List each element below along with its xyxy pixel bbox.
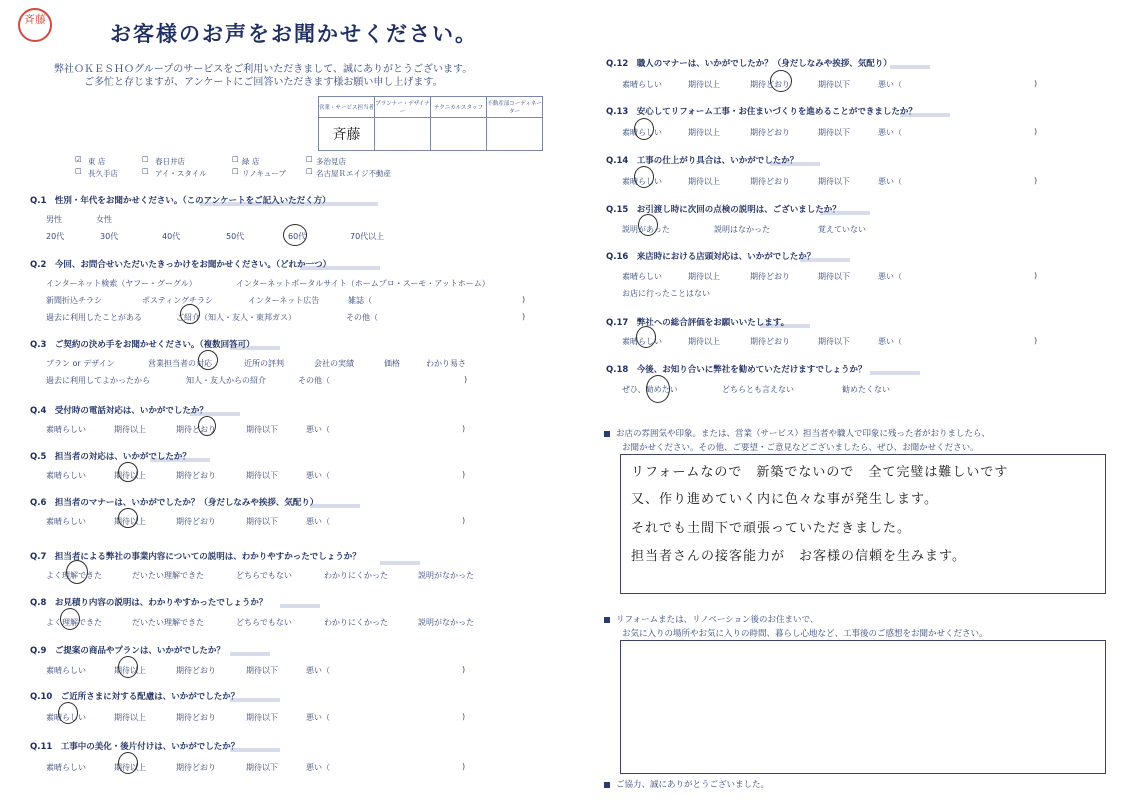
rating-bad[interactable]: 悪い（ bbox=[306, 471, 330, 480]
bullet-square-icon bbox=[604, 782, 610, 788]
question-q17: Q.17 弊社への総合評価をお願いいたします。 bbox=[606, 318, 790, 328]
understand-option[interactable]: わかりにくかった bbox=[324, 571, 388, 580]
page-title: お客様のお声をお聞かせください。 bbox=[110, 22, 478, 46]
question-q7: Q.7 担当者による弊社の事業内容についての説明は、わかりやすかったでしょうか？ bbox=[30, 552, 361, 562]
shop-label: 多治見店 bbox=[316, 157, 346, 166]
option[interactable]: お店に行ったことはない bbox=[622, 289, 710, 298]
comment-prompt-1: お店の雰囲気や印象。または、営業（サービス）担当者や職人で印象に残った者がおりましたら、 bbox=[604, 427, 990, 439]
answer-circle-mark bbox=[638, 214, 658, 236]
rating-above[interactable]: 期待以上 bbox=[688, 272, 720, 281]
option[interactable]: 過去に利用してよかったから bbox=[46, 376, 150, 385]
rating-bad[interactable]: 悪い（ bbox=[306, 517, 330, 526]
question-q3: Q.3 ご契約の決め手をお聞かせください。（複数回答可） bbox=[30, 340, 255, 350]
rating-expected-selected[interactable]: 期待どおり bbox=[750, 80, 790, 89]
rating-below[interactable]: 期待以下 bbox=[246, 471, 278, 480]
understand-option-selected[interactable]: よく理解できた bbox=[46, 618, 102, 627]
handwritten-line: それでも土間下で頑張っていただきました。 bbox=[631, 521, 912, 536]
answer-circle-mark bbox=[770, 70, 792, 92]
close-paren: ) bbox=[522, 295, 526, 304]
question-q10: Q.10 ご近所さまに対する配慮は、いかがでしたか？ bbox=[30, 692, 240, 702]
staff-table bbox=[318, 96, 543, 151]
rating-below[interactable]: 期待以下 bbox=[818, 337, 850, 346]
staff-header-realestate: 不動産部コーディネーター bbox=[487, 97, 543, 118]
rating-above[interactable]: 期待以上 bbox=[114, 713, 146, 722]
rating-excellent[interactable]: 素晴らしい bbox=[622, 272, 662, 281]
answer-circle-mark bbox=[283, 224, 307, 246]
question-q5: Q.5 担当者の対応は、いかがでしたか？ bbox=[30, 452, 191, 462]
shop-label: 長久手店 bbox=[88, 169, 118, 178]
understand-option-selected[interactable]: よく理解できた bbox=[46, 571, 102, 580]
question-q1: Q.1 性別・年代をお聞かせください。（このアンケートをご記入いただく方） bbox=[30, 196, 331, 206]
option[interactable]: インターネット広告 bbox=[248, 296, 320, 305]
rating-excellent[interactable]: 素晴らしい bbox=[622, 80, 662, 89]
answer-circle-mark bbox=[118, 656, 138, 678]
rating-below[interactable]: 期待以下 bbox=[246, 517, 278, 526]
option-selected[interactable]: 営業担当者の対応 bbox=[148, 359, 212, 368]
understand-option[interactable]: 説明がなかった bbox=[418, 618, 474, 627]
answer-circle-mark bbox=[58, 702, 78, 724]
rating-expected-selected[interactable]: 期待どおり bbox=[176, 425, 216, 434]
option-age[interactable]: 20代 bbox=[46, 232, 65, 241]
rating-bad[interactable]: 悪い（ bbox=[878, 337, 902, 346]
rating-expected[interactable]: 期待どおり bbox=[176, 471, 216, 480]
check-box[interactable]: ☐ bbox=[232, 155, 239, 164]
option-age[interactable]: 30代 bbox=[100, 232, 119, 241]
question-q12: Q.12 職人のマナーは、いかがでしたか？（身だしなみや挨拶、気配り） bbox=[606, 59, 892, 69]
intro-line-2: ご多忙と存じますが、アンケートにご回答いただきます様お願い申し上げます。 bbox=[84, 77, 443, 88]
shop-label: アイ・スタイル bbox=[155, 169, 207, 178]
option-male[interactable]: 男性 bbox=[46, 215, 62, 224]
rating-excellent[interactable]: 素晴らしい bbox=[46, 666, 86, 675]
rating-above[interactable]: 期待以上 bbox=[114, 425, 146, 434]
rating-bad[interactable]: 悪い（ bbox=[878, 177, 902, 186]
rating-expected[interactable]: 期待どおり bbox=[176, 763, 216, 772]
option[interactable]: その他（ bbox=[298, 376, 330, 385]
shop-label: 緑 店 bbox=[242, 157, 260, 166]
answer-circle-mark bbox=[180, 304, 200, 324]
option[interactable]: ポスティングチラシ bbox=[142, 296, 214, 305]
option-age[interactable]: 40代 bbox=[162, 232, 181, 241]
option[interactable]: インターネットポータルサイト（ホームプロ・スーモ・アットホーム） bbox=[236, 279, 490, 288]
option[interactable]: 価格 bbox=[384, 359, 400, 368]
rating-bad[interactable]: 悪い（ bbox=[306, 713, 330, 722]
rating-expected[interactable]: 期待どおり bbox=[750, 177, 790, 186]
intro-line-1: 弊社ＯＫＥＳＨＯグループのサービスをご利用いただきまして、誠にありがとうございます。 bbox=[54, 64, 473, 75]
check-box[interactable]: ☐ bbox=[142, 155, 149, 164]
option[interactable]: 勧めたくない bbox=[842, 385, 890, 394]
staff-header-sales: 営業・サービス担当者 bbox=[319, 97, 375, 118]
rating-expected[interactable]: 期待どおり bbox=[176, 666, 216, 675]
rating-below[interactable]: 期待以下 bbox=[246, 713, 278, 722]
rating-excellent-selected[interactable]: 素晴らしい bbox=[46, 713, 86, 722]
rating-excellent[interactable]: 素晴らしい bbox=[46, 517, 86, 526]
rating-bad[interactable]: 悪い（ bbox=[306, 763, 330, 772]
option[interactable]: その他（ bbox=[346, 313, 378, 322]
option-female[interactable]: 女性 bbox=[96, 215, 112, 224]
seal-stamp: 斉藤 bbox=[18, 8, 52, 42]
staff-name-handwritten: 斉藤 bbox=[332, 127, 361, 143]
option[interactable]: わかり易さ bbox=[426, 359, 466, 368]
rating-below[interactable]: 期待以下 bbox=[246, 666, 278, 675]
shop-label: 春日井店 bbox=[155, 157, 185, 166]
check-box-checked[interactable]: ☑ bbox=[75, 155, 82, 164]
rating-above-selected[interactable]: 期待以上 bbox=[114, 763, 146, 772]
staff-header-technical: テクニカルスタッフ bbox=[431, 97, 487, 118]
option-age[interactable]: 50代 bbox=[226, 232, 245, 241]
question-q16: Q.16 来店時における店頭対応は、いかがでしたか？ bbox=[606, 252, 816, 262]
check-box[interactable]: ☐ bbox=[306, 167, 313, 176]
rating-above[interactable]: 期待以上 bbox=[688, 177, 720, 186]
close-paren: ) bbox=[1034, 176, 1038, 185]
understand-option[interactable]: どちらでもない bbox=[236, 618, 292, 627]
rating-bad[interactable]: 悪い（ bbox=[878, 128, 902, 137]
option-age[interactable]: 70代以上 bbox=[350, 232, 385, 241]
check-box[interactable]: ☐ bbox=[75, 167, 82, 176]
option[interactable]: プラン or デザイン bbox=[46, 359, 115, 368]
shop-label: 名古屋Ｒエイジ不動産 bbox=[316, 169, 391, 178]
question-q9: Q.9 ご提案の商品やプランは、いかがでしたか？ bbox=[30, 646, 225, 656]
option[interactable]: どちらとも言えない bbox=[722, 385, 794, 394]
rating-bad[interactable]: 悪い（ bbox=[306, 666, 330, 675]
answer-circle-mark bbox=[636, 326, 656, 348]
rating-below[interactable]: 期待以下 bbox=[818, 272, 850, 281]
question-q4: Q.4 受付時の電話対応は、いかがでしたか？ bbox=[30, 406, 208, 416]
answer-circle-mark bbox=[66, 560, 88, 584]
option[interactable]: 雑誌（ bbox=[348, 296, 372, 305]
understand-option[interactable]: どちらでもない bbox=[236, 571, 292, 580]
option[interactable]: インターネット検索（ヤフー・グーグル） bbox=[46, 279, 197, 288]
handwritten-line: 又、作り進めていく内に色々な事が発生します。 bbox=[631, 492, 938, 507]
close-paren: ) bbox=[462, 516, 466, 525]
rating-excellent[interactable]: 素晴らしい bbox=[46, 471, 86, 480]
option[interactable]: 過去に利用したことがある bbox=[46, 313, 142, 322]
rating-below[interactable]: 期待以下 bbox=[818, 177, 850, 186]
close-paren: ) bbox=[462, 665, 466, 674]
comment-box-2[interactable] bbox=[620, 640, 1106, 774]
close-paren: ) bbox=[1034, 271, 1038, 280]
rating-expected[interactable]: 期待どおり bbox=[750, 272, 790, 281]
comment-prompt-2b: お気に入りの場所やお気に入りの時間、暮らし心地など、工事後のご感想をお聞かせください。 bbox=[622, 629, 988, 639]
close-paren: ) bbox=[462, 712, 466, 721]
close-paren: ) bbox=[464, 375, 468, 384]
handwritten-line: 担当者さんの接客能力が お客様の信頼を生みます。 bbox=[631, 549, 966, 564]
rating-above-selected[interactable]: 期待以上 bbox=[114, 471, 146, 480]
rating-excellent[interactable]: 素晴らしい bbox=[46, 763, 86, 772]
comment-box-1[interactable] bbox=[620, 454, 1106, 594]
shop-label: 東 店 bbox=[88, 157, 106, 166]
close-paren: ) bbox=[1034, 127, 1038, 136]
rating-above[interactable]: 期待以上 bbox=[688, 128, 720, 137]
answer-circle-mark bbox=[118, 508, 138, 528]
understand-option[interactable]: だいたい理解できた bbox=[132, 571, 204, 580]
answer-circle-mark bbox=[118, 462, 138, 482]
question-q8: Q.8 お見積り内容の説明は、わかりやすかったでしょうか？ bbox=[30, 598, 268, 608]
rating-expected[interactable]: 期待どおり bbox=[750, 337, 790, 346]
rating-above-selected[interactable]: 期待以上 bbox=[114, 517, 146, 526]
option-age-selected[interactable]: 60代 bbox=[288, 232, 307, 241]
answer-circle-mark bbox=[198, 350, 218, 370]
rating-expected[interactable]: 期待どおり bbox=[750, 128, 790, 137]
option-selected[interactable]: ご紹介（知人・友人・東邦ガス） bbox=[176, 313, 296, 322]
check-box[interactable]: ☐ bbox=[232, 167, 239, 176]
footer-thanks: ご協力、誠にありがとうございました。 bbox=[604, 778, 769, 790]
rating-below[interactable]: 期待以下 bbox=[818, 80, 850, 89]
question-q18: Q.18 今後、お知り合いに弊社を勧めていただけますでしょうか？ bbox=[606, 365, 867, 375]
check-box[interactable]: ☐ bbox=[142, 167, 149, 176]
option[interactable]: 新聞折込チラシ bbox=[46, 296, 102, 305]
close-paren: ) bbox=[1034, 336, 1038, 345]
question-q13: Q.13 安心してリフォーム工事・お住まいづくりを進めることができましたか？ bbox=[606, 107, 917, 117]
rating-excellent-selected[interactable]: 素晴らしい bbox=[622, 177, 662, 186]
rating-below[interactable]: 期待以下 bbox=[246, 425, 278, 434]
close-paren: ) bbox=[462, 424, 466, 433]
close-paren: ) bbox=[462, 762, 466, 771]
rating-bad[interactable]: 悪い（ bbox=[878, 80, 902, 89]
check-box[interactable]: ☐ bbox=[306, 155, 313, 164]
close-paren: ) bbox=[1034, 79, 1038, 88]
rating-above[interactable]: 期待以上 bbox=[688, 337, 720, 346]
answer-circle-mark bbox=[634, 118, 654, 140]
handwritten-line: リフォームなので 新築でないので 全て完璧は難しいです bbox=[631, 465, 1009, 480]
question-q6: Q.6 担当者のマナーは、いかがでしたか？（身だしなみや挨拶、気配り） bbox=[30, 498, 319, 508]
staff-header-planner: プランナー・デザイナー bbox=[375, 97, 431, 118]
rating-excellent[interactable]: 素晴らしい bbox=[46, 425, 86, 434]
answer-circle-mark bbox=[198, 416, 216, 436]
answer-circle-mark bbox=[118, 752, 138, 774]
rating-expected[interactable]: 期待どおり bbox=[176, 517, 216, 526]
comment-prompt-2: リフォームまたは、リノベーション後のお住まいで、 bbox=[604, 613, 818, 625]
rating-below[interactable]: 期待以下 bbox=[246, 763, 278, 772]
rating-excellent-selected[interactable]: 素晴らしい bbox=[622, 337, 662, 346]
rating-below[interactable]: 期待以下 bbox=[818, 128, 850, 137]
shop-label: リノキューブ bbox=[242, 169, 287, 178]
rating-above[interactable]: 期待以上 bbox=[688, 80, 720, 89]
rating-above-selected[interactable]: 期待以上 bbox=[114, 666, 146, 675]
option[interactable]: 近所の評判 bbox=[244, 359, 284, 368]
close-paren: ) bbox=[522, 312, 526, 321]
option-selected[interactable]: ぜひ、勧めたい bbox=[622, 385, 678, 394]
question-q15: Q.15 お引渡し時に次回の点検の説明は、ございましたか？ bbox=[606, 205, 841, 215]
option[interactable]: 説明はなかった bbox=[714, 225, 770, 234]
rating-excellent-selected[interactable]: 素晴らしい bbox=[622, 128, 662, 137]
close-paren: ) bbox=[462, 470, 466, 479]
question-q2: Q.2 今回、お問合せいただいたきっかけをお聞かせください。（どれか一つ） bbox=[30, 260, 332, 270]
bullet-square-icon bbox=[604, 431, 610, 437]
understand-option[interactable]: わかりにくかった bbox=[324, 618, 388, 627]
understand-option[interactable]: だいたい理解できた bbox=[132, 618, 204, 627]
comment-prompt-1b: お聞かせください。その他、ご要望・ご意見などございましたら、ぜひ、お聞かせください。 bbox=[622, 443, 979, 453]
rating-bad[interactable]: 悪い（ bbox=[878, 272, 902, 281]
answer-circle-mark bbox=[60, 608, 80, 630]
answer-circle-mark bbox=[646, 375, 670, 403]
question-q14: Q.14 工事の仕上がり具合は、いかがでしたか？ bbox=[606, 156, 799, 166]
rating-expected[interactable]: 期待どおり bbox=[176, 713, 216, 722]
answer-circle-mark bbox=[634, 166, 654, 188]
bullet-square-icon bbox=[604, 617, 610, 623]
option[interactable]: 会社の実績 bbox=[314, 359, 354, 368]
understand-option[interactable]: 説明がなかった bbox=[418, 571, 474, 580]
option-selected[interactable]: 説明があった bbox=[622, 225, 670, 234]
question-q11: Q.11 工事中の美化・後片付けは、いかがでしたか？ bbox=[30, 742, 240, 752]
option[interactable]: 知人・友人からの紹介 bbox=[186, 376, 266, 385]
rating-bad[interactable]: 悪い（ bbox=[306, 425, 330, 434]
option[interactable]: 覚えていない bbox=[818, 225, 866, 234]
